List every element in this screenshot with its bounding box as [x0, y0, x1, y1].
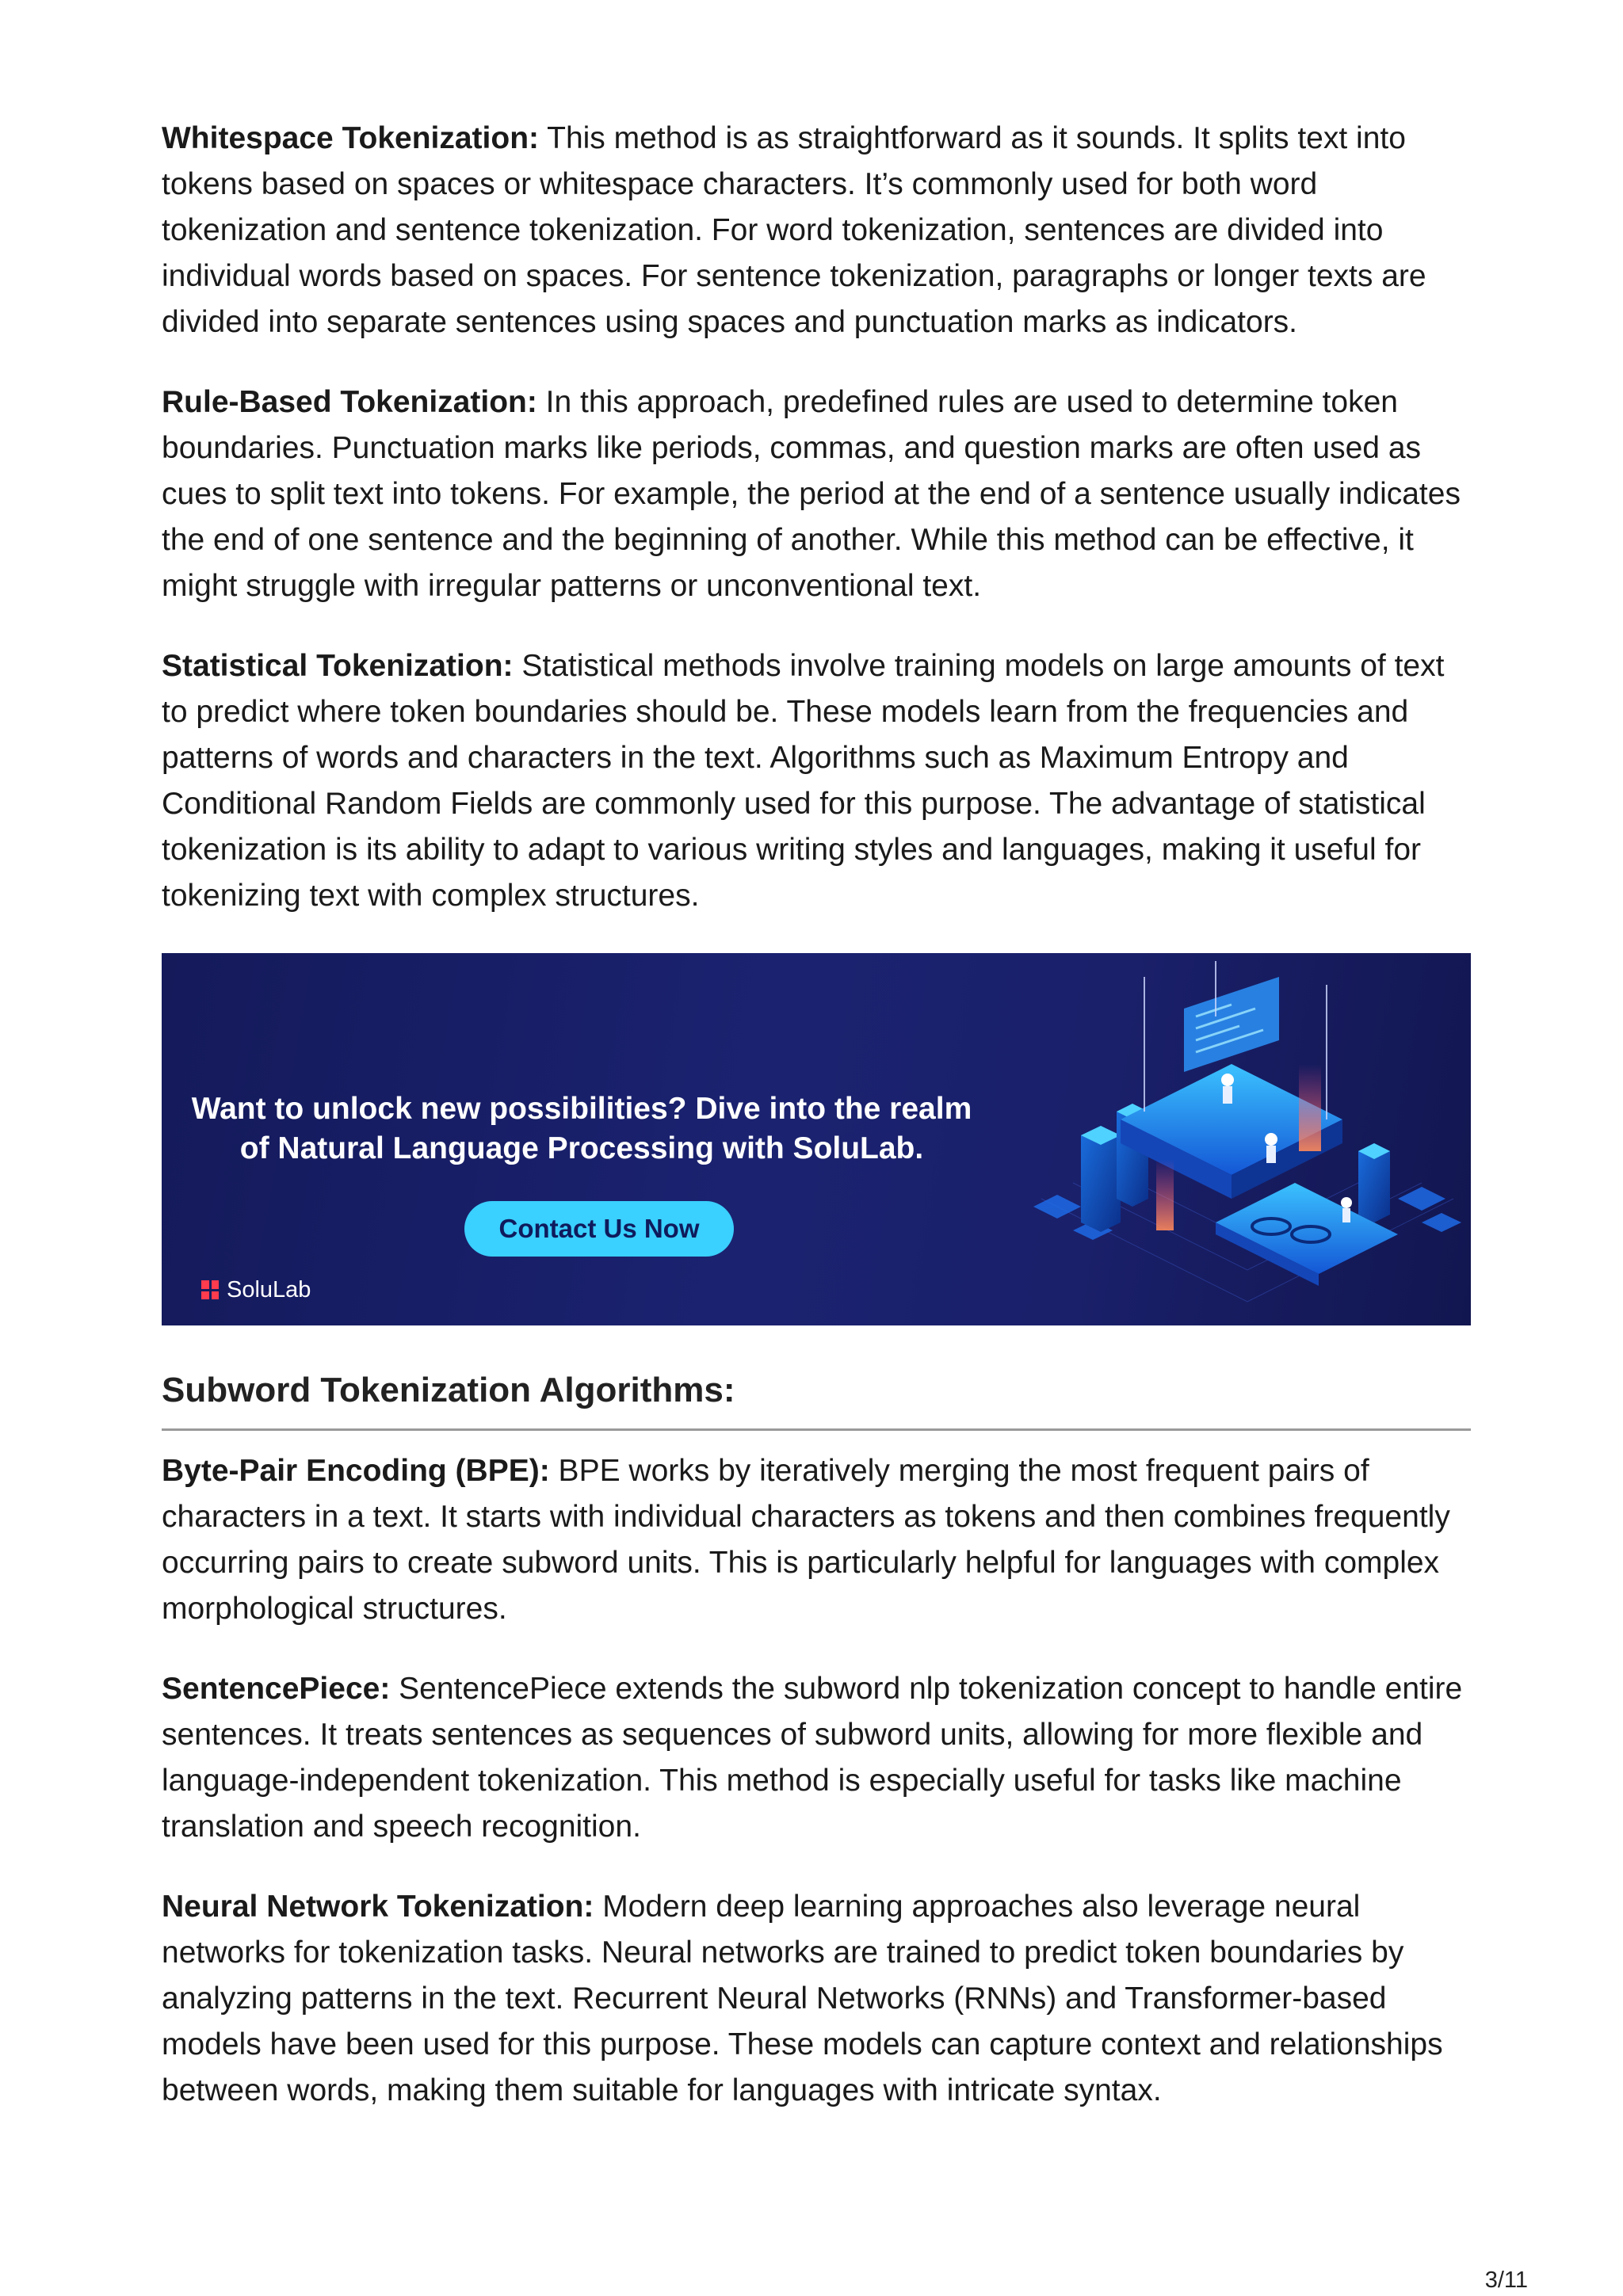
- promo-banner[interactable]: [162, 953, 1471, 1325]
- solulab-logo-icon: [201, 1280, 219, 1299]
- term-label: Statistical Tokenization:: [162, 649, 514, 683]
- section-heading-subword: Subword Tokenization Algorithms:: [162, 1368, 1471, 1431]
- paragraph-text: This method is as straightforward as it sounds. It splits text into tokens based on spaces or whitespace characters. It’s commonly used for both word tokenization and sentence tokenization. For word tokenization, sentences are divided into individual words based on spaces. For sentence tokenization, paragraphs or longer texts are divided into separate sentences using spaces and punctuation marks as indicators.: [162, 121, 1426, 339]
- paragraph-text: BPE works by iteratively merging the most frequent pairs of characters in a text. It starts with individual characters as tokens and then combines frequently occurring pairs to create subword units. This is particularly helpful for languages with complex morphological structures.: [162, 1454, 1450, 1626]
- banner-headline-line1: Want to unlock new possibilities? Dive into the realm: [191, 1092, 972, 1126]
- term-label: Neural Network Tokenization:: [162, 1890, 594, 1924]
- paragraph-sentencepiece: [162, 1666, 1471, 1850]
- term-label: SentencePiece:: [162, 1672, 391, 1706]
- paragraph-text: Statistical methods involve training models on large amounts of text to predict where token boundaries should be. These models learn from the frequencies and patterns of words and characters in the text. Algorithms such as Maximum Entropy and Conditional Random Fields are commonly used for this purpose. The advantage of statistical tokenization is its ability to adapt to various writing styles and languages, making it useful for tokenizing text with complex structures.: [162, 649, 1445, 913]
- banner-headline: [178, 1089, 986, 1169]
- paragraph-whitespace-tokenization: [162, 116, 1471, 345]
- paragraph-statistical-tokenization: [162, 643, 1471, 919]
- paragraph-rule-based-tokenization: [162, 379, 1471, 609]
- paragraph-text: SentencePiece extends the subword nlp tokenization concept to handle entire sentences. It treats sentences as sequences of subword units, allowing for more flexible and language-independent tokenization. This method is especially useful for tasks like machine translation and speech recognition.: [162, 1672, 1463, 1844]
- contact-us-button[interactable]: Contact Us Now: [464, 1201, 734, 1257]
- article-body: [162, 116, 1471, 2148]
- page-number: 3/11: [1484, 2267, 1528, 2293]
- paragraph-bpe: [162, 1448, 1471, 1632]
- paragraph-neural-network-tokenization: [162, 1884, 1471, 2114]
- banner-headline-line2: of Natural Language Processing with SoluLab.: [239, 1131, 924, 1165]
- term-label: Byte-Pair Encoding (BPE):: [162, 1454, 550, 1488]
- isometric-tech-illustration-icon: [1025, 961, 1469, 1318]
- brand-name: SoluLab: [227, 1277, 311, 1302]
- paragraph-text: Modern deep learning approaches also leverage neural networks for tokenization tasks. Neural networks are trained to predict token boundaries by analyzing patterns in the text. Recurrent Neural Networks (RNNs) and Transformer-based models have been used for this purpose. These models can capture context and relationships between words, making them suitable for languages with intricate syntax.: [162, 1890, 1443, 2107]
- brand-logo: [201, 1278, 311, 1302]
- term-label: Whitespace Tokenization:: [162, 121, 539, 155]
- term-label: Rule-Based Tokenization:: [162, 385, 537, 419]
- paragraph-text: In this approach, predefined rules are used to determine token boundaries. Punctuation marks like periods, commas, and question marks are often used as cues to split text into tokens. For example, the period at the end of a sentence usually indicates the end of one sentence and the beginning of another. While this method can be effective, it might struggle with irregular patterns or unconventional text.: [162, 385, 1461, 603]
